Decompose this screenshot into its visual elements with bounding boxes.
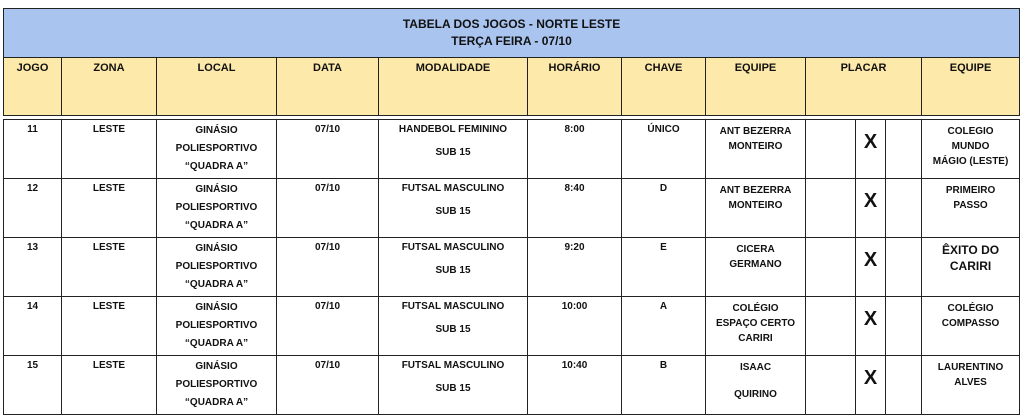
- table-row: [4, 179, 1020, 238]
- cell-equipe-1: ANT BEZERRA MONTEIRO: [706, 120, 806, 179]
- cell-placar: [806, 120, 922, 179]
- header-modalidade: MODALIDADE: [379, 58, 528, 116]
- score-separator: X: [863, 367, 878, 389]
- cell-local: GINÁSIO POLIESPORTIVO “QUADRA A”: [157, 356, 277, 415]
- cell-chave: E: [622, 238, 706, 297]
- schedule-wrapper: [3, 8, 1019, 415]
- cell-equipe-2: PRIMEIRO PASSO: [922, 179, 1020, 238]
- header-equipe-2: EQUIPE: [922, 58, 1020, 116]
- cell-placar: [806, 356, 922, 415]
- cell-local: GINÁSIO POLIESPORTIVO “QUADRA A”: [157, 179, 277, 238]
- cell-horario: 8:40: [528, 179, 622, 238]
- cell-horario: 8:00: [528, 120, 622, 179]
- header-zona: ZONA: [62, 58, 157, 116]
- cell-equipe-1: ISAAC QUIRINO: [706, 356, 806, 415]
- header-equipe-1: EQUIPE: [706, 58, 806, 116]
- cell-horario: 10:00: [528, 297, 622, 356]
- header-chave: CHAVE: [622, 58, 706, 116]
- schedule-table: [3, 8, 1020, 415]
- cell-equipe-1: CICERA GERMANO: [706, 238, 806, 297]
- header-horario: HORÁRIO: [528, 58, 622, 116]
- score-separator: X: [863, 131, 878, 153]
- cell-jogo: 11: [4, 120, 62, 179]
- cell-data: 07/10: [277, 356, 379, 415]
- table-subtitle: TERÇA FEIRA - 07/10: [451, 34, 572, 48]
- cell-zona: LESTE: [62, 120, 157, 179]
- cell-jogo: 12: [4, 179, 62, 238]
- score-separator: X: [863, 190, 878, 212]
- cell-horario: 9:20: [528, 238, 622, 297]
- header-placar: PLACAR: [806, 58, 922, 116]
- cell-equipe-2: LAURENTINO ALVES: [922, 356, 1020, 415]
- cell-jogo: 13: [4, 238, 62, 297]
- cell-placar: [806, 179, 922, 238]
- cell-placar: [806, 297, 922, 356]
- cell-jogo: 15: [4, 356, 62, 415]
- cell-equipe-2: COLEGIO MUNDO MÁGIO (LESTE): [922, 120, 1020, 179]
- cell-placar: [806, 238, 922, 297]
- cell-modalidade: FUTSAL MASCULINO SUB 15: [379, 179, 528, 238]
- table-row: [4, 120, 1020, 179]
- table-title-cell: [4, 9, 1020, 58]
- cell-jogo: 14: [4, 297, 62, 356]
- cell-local: GINÁSIO POLIESPORTIVO “QUADRA A”: [157, 238, 277, 297]
- cell-data: 07/10: [277, 179, 379, 238]
- cell-zona: LESTE: [62, 179, 157, 238]
- cell-zona: LESTE: [62, 297, 157, 356]
- cell-chave: ÚNICO: [622, 120, 706, 179]
- cell-modalidade: FUTSAL MASCULINO SUB 15: [379, 238, 528, 297]
- cell-equipe-2: ÊXITO DO CARIRI: [922, 238, 1020, 297]
- cell-zona: LESTE: [62, 356, 157, 415]
- cell-chave: A: [622, 297, 706, 356]
- cell-chave: B: [622, 356, 706, 415]
- cell-data: 07/10: [277, 238, 379, 297]
- cell-modalidade: FUTSAL MASCULINO SUB 15: [379, 356, 528, 415]
- cell-equipe-1: COLÉGIO ESPAÇO CERTO CARIRI: [706, 297, 806, 356]
- header-data: DATA: [277, 58, 379, 116]
- cell-modalidade: HANDEBOL FEMININO SUB 15: [379, 120, 528, 179]
- score-separator: X: [863, 249, 878, 271]
- cell-zona: LESTE: [62, 238, 157, 297]
- cell-modalidade: FUTSAL MASCULINO SUB 15: [379, 297, 528, 356]
- header-local: LOCAL: [157, 58, 277, 116]
- header-jogo: JOGO: [4, 58, 62, 116]
- cell-equipe-2: COLÉGIO COMPASSO: [922, 297, 1020, 356]
- table-row: [4, 356, 1020, 415]
- cell-local: GINÁSIO POLIESPORTIVO “QUADRA A”: [157, 120, 277, 179]
- score-separator: X: [863, 308, 878, 330]
- cell-equipe-1: ANT BEZERRA MONTEIRO: [706, 179, 806, 238]
- table-row: [4, 297, 1020, 356]
- cell-data: 07/10: [277, 120, 379, 179]
- table-row: [4, 238, 1020, 297]
- cell-local: GINÁSIO POLIESPORTIVO “QUADRA A”: [157, 297, 277, 356]
- table-title: TABELA DOS JOGOS - NORTE LESTE: [402, 17, 621, 31]
- cell-chave: D: [622, 179, 706, 238]
- cell-horario: 10:40: [528, 356, 622, 415]
- cell-data: 07/10: [277, 297, 379, 356]
